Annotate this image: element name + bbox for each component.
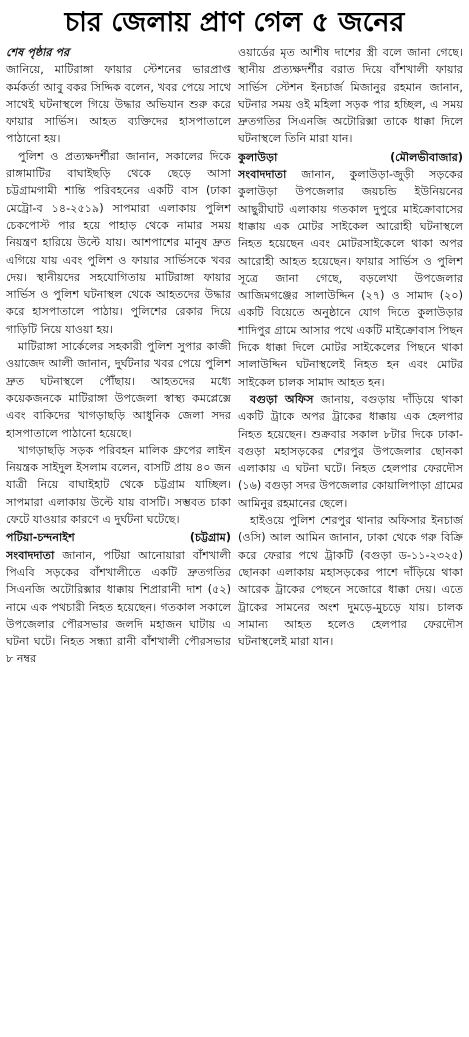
paragraph [6,547,231,668]
paragraph [6,44,231,61]
article-body [6,44,463,1029]
paragraph: খাগড়াছড়ি সড়ক পরিবহন মালিক গ্রুপের লাইন নিয়ন্ত্রক সাইদুল ইসলাম বলেন, বাসটি প্রায় ৪০ জন যাত্রী নিয়ে বাঘাইহাট থেকে চট্টগ্রাম যাচ্ছিল। সাপমারা এলাকায় উল্টে যায় বাসটি। সম্ভবত চাকা ফেটে যাওয়ার কারণে এ দুর্ঘটনা ঘটেছে। [6,443,231,527]
headline: চার জেলায় প্রাণ গেল ৫ জনের [64,7,405,38]
paragraph-text: জানান, কুলাউড়া-জুড়ী সড়কের কুলাউড়া উপজেলার জয়চন্ডি ইউনিয়নের আছুরীঘাট এলাকায় গতকাল দুপুরে মাইক্রোবাসের ধাক্কায় এক মোটর সাইকেল আরোহী ঘটনাস্থলে নিহত হয়েছেন এবং মোটরসাইকেলে থাকা অপর আরোহী আহত হয়েছেন। ফায়ার সার্ভিস ও পুলিশ সূত্রে জানা গেছে, বড়লেখা উপজেলার আজিমগঞ্জের সালাউদ্দিন (২৭) ও সামাদ (২০) একটি বিয়েতে অনুষ্ঠানে যোগ দিতে কুলাউড়ার শাদিপুর গ্রামে আসার পথে একটি মাইক্রোবাস পিছন দিকে ধাক্কা দিলে মোটর সাইকেলের পিছনে থাকা সালাউদ্দিন ঘটনাস্থলেই নিহত হন এবং মোটর সাইকেল চালক সামাদ আহত হন। [238,168,463,389]
paragraph-text: জানান, পটিয়া আনোয়ারা বাঁশখালী পিএবি সড়কের বাঁশখালীতে একটি দ্রুতগতির সিএনজি অটোরিক্সার ধাক্কায় শিপ্রারানী দাশ (৫২) নামে এক পথচারী নিহত হয়েছেন। গতকাল সকালে উপজেলার পৌরসভার জলদি মহাজন ঘাটায় এ ঘটনা ঘটে। নিহত সন্ধ্যা রানী বাঁশখালী পৌরসভার ৮ নম্বর [6,548,231,666]
subhead-kulaura [238,149,463,166]
subhead-location: পটিয়া-চন্দনাইশ [6,531,75,545]
subhead-location: কুলাউড়া [238,150,278,164]
subhead-district: (চট্টগ্রাম) [189,531,231,545]
paragraph: পুলিশ ও প্রত্যক্ষদর্শীরা জানান, সকালের দিকে রাঙ্গামাটির বাঘাইছড়ি থেকে ছেড়ে আসা চট্টগ্রামগামী শান্তি পরিবহনের একটি বাস (ঢাকা মেট্রো-ব ১৪-২৫১৯) সাপমারা এলাকায় পুলিশ চেকপোস্ট পার হয়ে পাহাড় থেকে নামার সময় নিয়ন্ত্রণ হারিয়ে উল্টে যায়। আশপাশের মানুষ দ্রুত এগিয়ে যায় এবং পুলিশ ও ফায়ার সার্ভিসকে খবর দেয়। স্থানীয়দের সহযোগিতায় মাটিরাঙ্গা ফায়ার সার্ভিস ও পুলিশ ঘটনাস্থল থেকে আহতদের উদ্ধার করে হাসপাতালে পাঠায়। পুলিশের রেকার দিয়ে গাড়িটি নিয়ে যাওয়া হয়। [6,149,231,336]
paragraph: মাটিরাঙ্গা সার্কেলের সহকারী পুলিশ সুপার কাজী ওয়াজেদ আলী জানান, দুর্ঘটনার খবর পেয়ে পুলিশ দ্রুত ঘটনাস্থলে পৌঁছায়। আহতদের মধ্যে কয়েকজনকে মাটিরাঙ্গা উপজেলা স্বাস্থ্য কমপ্লেক্সে এবং বাকিদের খাগড়াছড়ি আধুনিক জেলা সদর হাসপাতালে পাঠানো হয়েছে। [6,340,231,440]
paragraph [238,391,463,512]
byline: সংবাদদাতা [6,548,55,562]
paragraph: ওয়ার্ডের মৃত আশীষ দাশের স্ত্রী বলে জানা গেছে। স্থানীয় প্রত্যক্ষদর্শীর বরাত দিয়ে বাঁশখালী ফায়ার সার্ভিস স্টেশন ইনচার্জ মিজানুর রহমান জানান, ঘটনার সময় ওই মহিলা সড়ক পার হচ্ছিল, এ সময় দ্রুতগতির সিএনজি অটোরিক্সা তাকে ধাক্কা দিলে ঘটনাস্থলে তিনি মারা যান। [238,46,463,146]
byline: বগুড়া অফিস [250,392,314,406]
byline: সংবাদদাতা [238,168,287,182]
paragraph [238,166,463,391]
column-left [6,44,231,1029]
subhead-district: (মৌলভীবাজার) [390,150,463,164]
paragraph-text: জানায়, বগুড়ায় দাঁড়িয়ে থাকা একটি ট্রাকে অপর ট্রাকের ধাক্কায় এক হেলপার নিহত হয়েছেন। শুক্রবার সকাল ৮টার দিকে ঢাকা-বগুড়া মহাসড়কের শেরপুর উপজেলার ছোনকা এলাকায় এ ঘটনা ঘটে। নিহত হেলপার ফেরদৌস (১৬) বগুড়া সদর উপজেলার কোয়ালিপাড়া গ্রামের আমিনুর রহমানের ছেলে। [238,392,463,510]
subhead-patiya [6,529,231,546]
column-right [238,44,463,1029]
continued-tag: শেষ পৃষ্ঠার পর [6,46,70,59]
paragraph: জানিয়ে, মাটিরাঙ্গা ফায়ার স্টেশনের ভারপ্রাপ্ত কর্মকর্তা আবু বকর সিদ্দিক বলেন, খবর পেয়ে সাথে সাথেই ঘটনাস্থলে গিয়ে উদ্ধার অভিযান শুরু করে ফায়ার সার্ভিস। আহত ব্যক্তিদের হাসপাতালে পাঠানো হয়। [6,63,231,146]
paragraph: হাইওয়ে পুলিশ শেরপুর থানার অফিসার ইনচার্জ (ওসি) আল আমিন জানান, ঢাকা থেকে গরু বিক্রি করে ফেরার পথে ট্রাকটি (বগুড়া ড-১১-২৩২৫) ছোনকা এলাকায় মহাসড়কের পাশে দাঁড়িয়ে থাকা আরেক ট্রাকের পেছনে সজোরে ধাক্কা দেয়। এতে ট্রাকের সামনের অংশ দুমড়ে-মুচড়ে যায়। চালক সামান্য আহত হলেও হেলপার ফেরদৌস ঘটনাস্থলেই মারা যান। [238,514,463,649]
